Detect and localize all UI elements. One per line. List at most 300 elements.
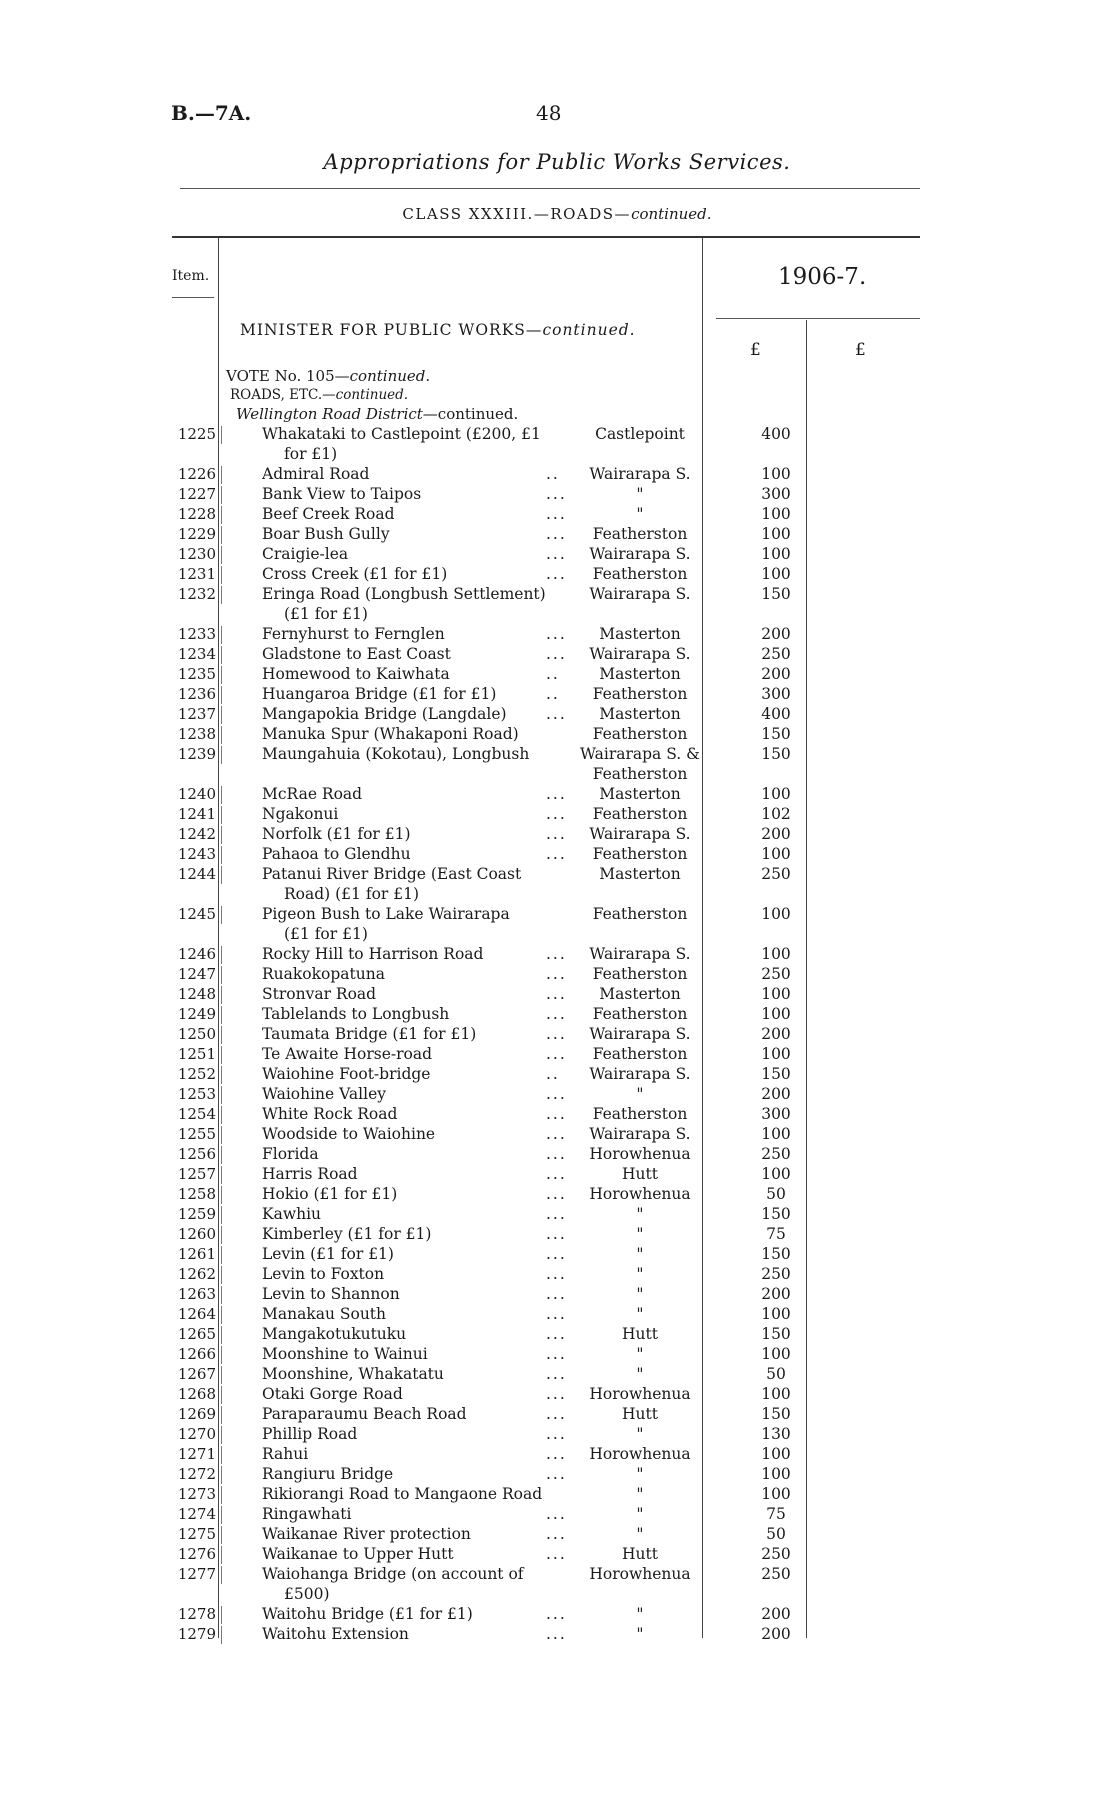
item-number: 1226 bbox=[160, 465, 216, 483]
electoral-district: Masterton bbox=[599, 665, 681, 683]
item-header-underline bbox=[172, 297, 214, 298]
amount: 100 bbox=[761, 1125, 791, 1143]
road-name: Tablelands to Longbush bbox=[262, 1005, 450, 1023]
road-name: Te Awaite Horse-road bbox=[262, 1045, 433, 1063]
item-number: 1267 bbox=[160, 1365, 216, 1383]
table-row bbox=[0, 1625, 1114, 1645]
road-name: Fernyhurst to Fernglen bbox=[262, 625, 445, 643]
item-number: 1230 bbox=[160, 545, 216, 563]
table-row bbox=[0, 1365, 1114, 1385]
amount: 100 bbox=[761, 1305, 791, 1323]
amount: 100 bbox=[761, 785, 791, 803]
table-row bbox=[0, 725, 1114, 745]
amount: 250 bbox=[761, 1145, 791, 1163]
electoral-district: Featherston bbox=[592, 805, 688, 823]
item-column-header: Item. bbox=[172, 268, 210, 284]
table-row bbox=[0, 845, 1114, 865]
table-row bbox=[0, 485, 1114, 505]
road-name: Waiohine Foot-bridge bbox=[262, 1065, 431, 1083]
leader-dots: ... bbox=[546, 1125, 567, 1143]
leader-dots: ... bbox=[546, 965, 567, 983]
roads-heading-continued: continued. bbox=[335, 387, 409, 403]
leader-dots: ... bbox=[546, 1005, 567, 1023]
electoral-district: Masterton bbox=[599, 785, 681, 803]
table-row bbox=[0, 745, 1114, 783]
electoral-district: Hutt bbox=[622, 1325, 658, 1343]
table-row bbox=[0, 1045, 1114, 1065]
electoral-district: Horowhenua bbox=[589, 1565, 691, 1583]
road-name-continuation: (£1 for £1) bbox=[284, 925, 368, 943]
table-row bbox=[0, 1065, 1114, 1085]
amount: 100 bbox=[761, 1465, 791, 1483]
electoral-district: " bbox=[636, 1485, 644, 1503]
table-row bbox=[0, 1125, 1114, 1145]
table-row bbox=[0, 425, 1114, 463]
currency-symbol-2: £ bbox=[855, 340, 866, 360]
amount: 100 bbox=[761, 1385, 791, 1403]
amount: 102 bbox=[761, 805, 791, 823]
item-number: 1228 bbox=[160, 505, 216, 523]
electoral-district: Featherston bbox=[592, 1045, 688, 1063]
table-row bbox=[0, 905, 1114, 943]
table-row bbox=[0, 825, 1114, 845]
amount: 100 bbox=[761, 985, 791, 1003]
district-heading-continued: continued. bbox=[437, 405, 519, 423]
class-heading bbox=[0, 205, 1114, 223]
road-name: Moonshine, Whakatatu bbox=[262, 1365, 444, 1383]
electoral-district: " bbox=[636, 1265, 644, 1283]
amount: 100 bbox=[761, 1165, 791, 1183]
amount: 150 bbox=[761, 1065, 791, 1083]
road-name: Ringawhati bbox=[262, 1505, 352, 1523]
electoral-district: Horowhenua bbox=[589, 1445, 691, 1463]
road-name: Cross Creek (£1 for £1) bbox=[262, 565, 448, 583]
road-name: Kimberley (£1 for £1) bbox=[262, 1225, 432, 1243]
item-number: 1253 bbox=[160, 1085, 216, 1103]
table-row bbox=[0, 1385, 1114, 1405]
table-row bbox=[0, 865, 1114, 903]
road-name-continuation: Road) (£1 for £1) bbox=[284, 885, 420, 903]
amount: 100 bbox=[761, 905, 791, 923]
electoral-district: " bbox=[636, 1305, 644, 1323]
amount: 200 bbox=[761, 665, 791, 683]
leader-dots: ... bbox=[546, 705, 567, 723]
item-number: 1264 bbox=[160, 1305, 216, 1323]
electoral-district: Horowhenua bbox=[589, 1185, 691, 1203]
title-rule bbox=[180, 188, 920, 189]
electoral-district-continuation: Featherston bbox=[592, 765, 688, 783]
leader-dots: ... bbox=[546, 1445, 567, 1463]
item-number: 1229 bbox=[160, 525, 216, 543]
amount: 130 bbox=[761, 1425, 791, 1443]
amount: 100 bbox=[761, 1005, 791, 1023]
road-name: Norfolk (£1 for £1) bbox=[262, 825, 411, 843]
road-name: Waiohanga Bridge (on account of bbox=[262, 1565, 524, 1583]
amount: 50 bbox=[766, 1525, 786, 1543]
road-name: Rikiorangi Road to Mangaone Road bbox=[262, 1485, 543, 1503]
item-number: 1237 bbox=[160, 705, 216, 723]
amount: 100 bbox=[761, 945, 791, 963]
table-row bbox=[0, 1105, 1114, 1125]
table-row bbox=[0, 545, 1114, 565]
electoral-district: Featherston bbox=[592, 905, 688, 923]
leader-dots: ... bbox=[546, 1245, 567, 1263]
amount: 150 bbox=[761, 1245, 791, 1263]
road-name: Manakau South bbox=[262, 1305, 387, 1323]
road-name: Eringa Road (Longbush Settlement) bbox=[262, 585, 546, 603]
year-header-rule bbox=[716, 318, 920, 319]
road-name: Admiral Road bbox=[262, 465, 370, 483]
leader-dots: ... bbox=[546, 985, 567, 1003]
item-number: 1278 bbox=[160, 1605, 216, 1623]
electoral-district: " bbox=[636, 1525, 644, 1543]
item-number: 1227 bbox=[160, 485, 216, 503]
amount: 100 bbox=[761, 545, 791, 563]
electoral-district: Hutt bbox=[622, 1545, 658, 1563]
leader-dots: ... bbox=[546, 1205, 567, 1223]
road-name: Rocky Hill to Harrison Road bbox=[262, 945, 484, 963]
item-number: 1249 bbox=[160, 1005, 216, 1023]
electoral-district: " bbox=[636, 505, 644, 523]
electoral-district: " bbox=[636, 1245, 644, 1263]
electoral-district: Horowhenua bbox=[589, 1145, 691, 1163]
road-name: Waikanae River protection bbox=[262, 1525, 471, 1543]
item-number: 1261 bbox=[160, 1245, 216, 1263]
road-name: Levin to Shannon bbox=[262, 1285, 400, 1303]
road-name: Ruakokopatuna bbox=[262, 965, 385, 983]
item-number: 1279 bbox=[160, 1625, 216, 1643]
item-number: 1248 bbox=[160, 985, 216, 1003]
amount: 75 bbox=[766, 1505, 786, 1523]
amount: 50 bbox=[766, 1185, 786, 1203]
table-row bbox=[0, 1185, 1114, 1205]
leader-dots: ... bbox=[546, 1625, 567, 1643]
class-heading-main: CLASS XXXIII.—ROADS— bbox=[402, 205, 632, 223]
roads-heading bbox=[230, 387, 408, 403]
electoral-district: Hutt bbox=[622, 1165, 658, 1183]
road-name: McRae Road bbox=[262, 785, 363, 803]
road-name: Paraparaumu Beach Road bbox=[262, 1405, 467, 1423]
road-name-continuation: (£1 for £1) bbox=[284, 605, 368, 623]
leader-dots: ... bbox=[546, 1465, 567, 1483]
amount: 200 bbox=[761, 1025, 791, 1043]
item-number: 1258 bbox=[160, 1185, 216, 1203]
leader-dots: ... bbox=[546, 1505, 567, 1523]
amount: 100 bbox=[761, 1045, 791, 1063]
table-row bbox=[0, 645, 1114, 665]
leader-dots: ... bbox=[546, 625, 567, 643]
electoral-district: Castlepoint bbox=[595, 425, 685, 443]
amount: 250 bbox=[761, 1565, 791, 1583]
road-name: Bank View to Taipos bbox=[262, 485, 422, 503]
electoral-district: Wairarapa S. bbox=[589, 1025, 691, 1043]
amount: 150 bbox=[761, 1205, 791, 1223]
leader-dots: ... bbox=[546, 805, 567, 823]
leader-dots: ... bbox=[546, 1265, 567, 1283]
road-name: Waitohu Bridge (£1 for £1) bbox=[262, 1605, 473, 1623]
electoral-district: Featherston bbox=[592, 685, 688, 703]
item-number: 1232 bbox=[160, 585, 216, 603]
leader-dots: .. bbox=[546, 665, 560, 683]
item-number: 1250 bbox=[160, 1025, 216, 1043]
table-row bbox=[0, 1505, 1114, 1525]
class-heading-continued: continued. bbox=[631, 205, 712, 223]
leader-dots: ... bbox=[546, 945, 567, 963]
amount: 200 bbox=[761, 1285, 791, 1303]
road-name: Florida bbox=[262, 1145, 319, 1163]
item-number: 1259 bbox=[160, 1205, 216, 1223]
item-number: 1246 bbox=[160, 945, 216, 963]
road-name-continuation: for £1) bbox=[284, 445, 338, 463]
amount: 100 bbox=[761, 465, 791, 483]
leader-dots: ... bbox=[546, 1165, 567, 1183]
item-number: 1268 bbox=[160, 1385, 216, 1403]
leader-dots: ... bbox=[546, 485, 567, 503]
electoral-district: Wairarapa S. & bbox=[580, 745, 700, 763]
item-number: 1244 bbox=[160, 865, 216, 883]
table-row bbox=[0, 705, 1114, 725]
table-row bbox=[0, 965, 1114, 985]
item-number: 1252 bbox=[160, 1065, 216, 1083]
amount: 200 bbox=[761, 1625, 791, 1643]
page-number: 48 bbox=[536, 101, 562, 125]
amount: 100 bbox=[761, 1485, 791, 1503]
road-name: Patanui River Bridge (East Coast bbox=[262, 865, 522, 883]
road-name: Harris Road bbox=[262, 1165, 358, 1183]
district-heading bbox=[236, 405, 518, 423]
electoral-district: " bbox=[636, 1285, 644, 1303]
amount: 250 bbox=[761, 1265, 791, 1283]
table-top-rule bbox=[172, 236, 920, 238]
item-number: 1260 bbox=[160, 1225, 216, 1243]
leader-dots: ... bbox=[546, 1405, 567, 1423]
road-name: Phillip Road bbox=[262, 1425, 358, 1443]
road-name: Otaki Gorge Road bbox=[262, 1385, 403, 1403]
electoral-district: " bbox=[636, 1505, 644, 1523]
table-row bbox=[0, 1485, 1114, 1505]
amount: 100 bbox=[761, 505, 791, 523]
table-row bbox=[0, 1085, 1114, 1105]
road-name-continuation: £500) bbox=[284, 1585, 330, 1603]
leader-dots: ... bbox=[546, 785, 567, 803]
leader-dots: ... bbox=[546, 645, 567, 663]
minister-heading-continued: continued. bbox=[542, 321, 636, 339]
table-row bbox=[0, 1245, 1114, 1265]
leader-dots: ... bbox=[546, 1425, 567, 1443]
leader-dots: ... bbox=[546, 1525, 567, 1543]
leader-dots: ... bbox=[546, 565, 567, 583]
amount: 250 bbox=[761, 1545, 791, 1563]
item-number: 1233 bbox=[160, 625, 216, 643]
table-row bbox=[0, 1305, 1114, 1325]
electoral-district: " bbox=[636, 1605, 644, 1623]
table-row bbox=[0, 805, 1114, 825]
table-row bbox=[0, 785, 1114, 805]
item-number: 1271 bbox=[160, 1445, 216, 1463]
table-row bbox=[0, 1205, 1114, 1225]
table-row bbox=[0, 585, 1114, 623]
item-number: 1277 bbox=[160, 1565, 216, 1583]
table-row bbox=[0, 1265, 1114, 1285]
table-row bbox=[0, 1165, 1114, 1185]
amount: 250 bbox=[761, 965, 791, 983]
road-name: White Rock Road bbox=[262, 1105, 398, 1123]
item-number: 1242 bbox=[160, 825, 216, 843]
road-name: Gladstone to East Coast bbox=[262, 645, 451, 663]
leader-dots: ... bbox=[546, 825, 567, 843]
leader-dots: ... bbox=[546, 545, 567, 563]
electoral-district: Wairarapa S. bbox=[589, 645, 691, 663]
table-row bbox=[0, 685, 1114, 705]
item-number: 1266 bbox=[160, 1345, 216, 1363]
leader-dots: ... bbox=[546, 1365, 567, 1383]
road-name: Taumata Bridge (£1 for £1) bbox=[262, 1025, 477, 1043]
leader-dots: ... bbox=[546, 845, 567, 863]
electoral-district: " bbox=[636, 1465, 644, 1483]
road-name: Stronvar Road bbox=[262, 985, 377, 1003]
amount: 100 bbox=[761, 565, 791, 583]
electoral-district: Wairarapa S. bbox=[589, 585, 691, 603]
item-number: 1265 bbox=[160, 1325, 216, 1343]
amount: 200 bbox=[761, 1605, 791, 1623]
item-number: 1234 bbox=[160, 645, 216, 663]
road-name: Waiohine Valley bbox=[262, 1085, 386, 1103]
table-row bbox=[0, 1465, 1114, 1485]
document-reference: B.—7A. bbox=[171, 101, 252, 125]
table-row bbox=[0, 1445, 1114, 1465]
electoral-district: Wairarapa S. bbox=[589, 945, 691, 963]
table-row bbox=[0, 1405, 1114, 1425]
leader-dots: ... bbox=[546, 1085, 567, 1103]
table-row bbox=[0, 505, 1114, 525]
road-name: Hokio (£1 for £1) bbox=[262, 1185, 398, 1203]
item-number: 1272 bbox=[160, 1465, 216, 1483]
electoral-district: Hutt bbox=[622, 1405, 658, 1423]
road-name: Mangakotukutuku bbox=[262, 1325, 407, 1343]
item-number: 1276 bbox=[160, 1545, 216, 1563]
item-number: 1273 bbox=[160, 1485, 216, 1503]
leader-dots: ... bbox=[546, 1225, 567, 1243]
amount: 150 bbox=[761, 585, 791, 603]
road-name: Rahui bbox=[262, 1445, 309, 1463]
road-name: Ngakonui bbox=[262, 805, 339, 823]
vote-heading-main: VOTE No. 105— bbox=[226, 367, 350, 385]
amount: 150 bbox=[761, 745, 791, 763]
vote-heading-continued: continued. bbox=[349, 367, 431, 385]
item-number: 1256 bbox=[160, 1145, 216, 1163]
table-row bbox=[0, 665, 1114, 685]
item-number: 1239 bbox=[160, 745, 216, 763]
table-row bbox=[0, 945, 1114, 965]
table-row bbox=[0, 1225, 1114, 1245]
road-name: Homewood to Kaiwhata bbox=[262, 665, 450, 683]
road-name: Kawhiu bbox=[262, 1205, 322, 1223]
road-name: Beef Creek Road bbox=[262, 505, 395, 523]
item-number: 1231 bbox=[160, 565, 216, 583]
amount: 75 bbox=[766, 1225, 786, 1243]
table-row bbox=[0, 985, 1114, 1005]
road-name: Whakataki to Castlepoint (£200, £1 bbox=[262, 425, 541, 443]
amount: 100 bbox=[761, 1345, 791, 1363]
leader-dots: ... bbox=[546, 525, 567, 543]
page-title: Appropriations for Public Works Services. bbox=[323, 150, 791, 174]
amount: 200 bbox=[761, 1085, 791, 1103]
electoral-district: Wairarapa S. bbox=[589, 465, 691, 483]
vote-heading bbox=[226, 367, 430, 385]
leader-dots: ... bbox=[546, 1325, 567, 1343]
leader-dots: ... bbox=[546, 1385, 567, 1403]
electoral-district: Featherston bbox=[592, 1005, 688, 1023]
electoral-district: Masterton bbox=[599, 705, 681, 723]
electoral-district: " bbox=[636, 1625, 644, 1643]
amount: 200 bbox=[761, 825, 791, 843]
item-number: 1241 bbox=[160, 805, 216, 823]
road-name: Levin (£1 for £1) bbox=[262, 1245, 394, 1263]
leader-dots: ... bbox=[546, 1305, 567, 1323]
electoral-district: Wairarapa S. bbox=[589, 825, 691, 843]
item-number: 1262 bbox=[160, 1265, 216, 1283]
table-row bbox=[0, 525, 1114, 545]
item-number: 1225 bbox=[160, 425, 216, 443]
table-row bbox=[0, 1565, 1114, 1603]
road-name: Pigeon Bush to Lake Wairarapa bbox=[262, 905, 510, 923]
amount: 50 bbox=[766, 1365, 786, 1383]
item-number: 1247 bbox=[160, 965, 216, 983]
leader-dots: ... bbox=[546, 1545, 567, 1563]
table-row bbox=[0, 625, 1114, 645]
item-number: 1251 bbox=[160, 1045, 216, 1063]
electoral-district: " bbox=[636, 1345, 644, 1363]
leader-dots: .. bbox=[546, 685, 560, 703]
table-row bbox=[0, 1545, 1114, 1565]
amount: 150 bbox=[761, 725, 791, 743]
amount: 100 bbox=[761, 845, 791, 863]
road-name: Moonshine to Wainui bbox=[262, 1345, 428, 1363]
electoral-district: Wairarapa S. bbox=[589, 545, 691, 563]
leader-dots: ... bbox=[546, 1185, 567, 1203]
year-column-header: 1906-7. bbox=[778, 264, 867, 290]
electoral-district: Featherston bbox=[592, 1105, 688, 1123]
electoral-district: Horowhenua bbox=[589, 1385, 691, 1403]
road-name: Manuka Spur (Whakaponi Road) bbox=[262, 725, 519, 743]
electoral-district: Featherston bbox=[592, 525, 688, 543]
road-name: Craigie-lea bbox=[262, 545, 349, 563]
road-name: Woodside to Waiohine bbox=[262, 1125, 436, 1143]
electoral-district: Wairarapa S. bbox=[589, 1125, 691, 1143]
minister-heading bbox=[240, 321, 636, 339]
leader-dots: ... bbox=[546, 1045, 567, 1063]
electoral-district: " bbox=[636, 1225, 644, 1243]
electoral-district: Masterton bbox=[599, 865, 681, 883]
electoral-district: Featherston bbox=[592, 565, 688, 583]
item-number: 1240 bbox=[160, 785, 216, 803]
minister-heading-main: MINISTER FOR PUBLIC WORKS— bbox=[240, 321, 543, 339]
amount: 300 bbox=[761, 1105, 791, 1123]
district-heading-main: Wellington Road District— bbox=[236, 405, 438, 423]
electoral-district: " bbox=[636, 485, 644, 503]
item-number: 1235 bbox=[160, 665, 216, 683]
leader-dots: ... bbox=[546, 1285, 567, 1303]
road-name: Rangiuru Bridge bbox=[262, 1465, 394, 1483]
electoral-district: Featherston bbox=[592, 965, 688, 983]
leader-dots: .. bbox=[546, 1065, 560, 1083]
road-name: Boar Bush Gully bbox=[262, 525, 390, 543]
leader-dots: .. bbox=[546, 465, 560, 483]
amount: 300 bbox=[761, 685, 791, 703]
item-number: 1238 bbox=[160, 725, 216, 743]
amount: 250 bbox=[761, 865, 791, 883]
leader-dots: ... bbox=[546, 505, 567, 523]
